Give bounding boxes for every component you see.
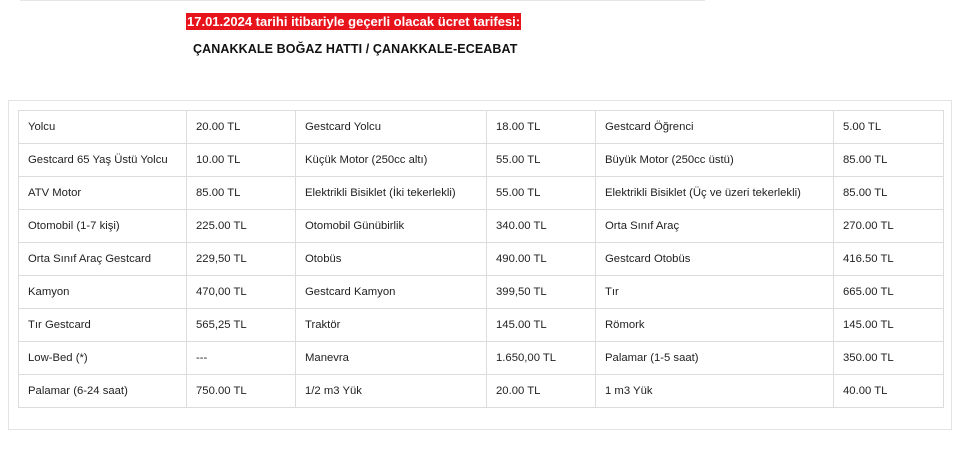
tariff-item-price: 225.00 TL [187,210,296,243]
tariff-item-price: 350.00 TL [834,342,944,375]
tariff-item-label: Low-Bed (*) [19,342,187,375]
tariff-item-price: --- [187,342,296,375]
tariff-item-price: 229,50 TL [187,243,296,276]
table-row [19,342,944,375]
tariff-item-price: 145.00 TL [834,309,944,342]
tariff-item-label: Orta Sınıf Araç [596,210,834,243]
route-title: ÇANAKKALE BOĞAZ HATTI / ÇANAKKALE-ECEABAT [193,42,518,56]
tariff-item-label: Orta Sınıf Araç Gestcard [19,243,187,276]
tariff-item-price: 18.00 TL [487,111,596,144]
tariff-item-price: 270.00 TL [834,210,944,243]
tariff-item-label: Elektrikli Bisiklet (Üç ve üzeri tekerlekli) [596,177,834,210]
tariff-item-label: 1/2 m3 Yük [296,375,487,408]
table-row [19,144,944,177]
tariff-item-label: Elektrikli Bisiklet (İki tekerlekli) [296,177,487,210]
tariff-item-label: Gestcard Kamyon [296,276,487,309]
tariff-item-price: 10.00 TL [187,144,296,177]
tariff-item-price: 565,25 TL [187,309,296,342]
tariff-item-label: Gestcard Öğrenci [596,111,834,144]
tariff-item-price: 490.00 TL [487,243,596,276]
table-row [19,309,944,342]
tariff-item-label: Manevra [296,342,487,375]
tariff-item-label: ATV Motor [19,177,187,210]
table-row [19,111,944,144]
tariff-item-price: 85.00 TL [834,177,944,210]
tariff-item-label: Gestcard Otobüs [596,243,834,276]
tariff-item-label: Römork [596,309,834,342]
tariff-item-label: Kamyon [19,276,187,309]
tariff-item-price: 750.00 TL [187,375,296,408]
tariff-item-price: 5.00 TL [834,111,944,144]
tariff-item-price: 55.00 TL [487,144,596,177]
top-divider [20,0,705,1]
tariff-item-price: 55.00 TL [487,177,596,210]
tariff-item-price: 665.00 TL [834,276,944,309]
table-row [19,375,944,408]
tariff-item-price: 470,00 TL [187,276,296,309]
tariff-item-price: 340.00 TL [487,210,596,243]
tariff-item-price: 1.650,00 TL [487,342,596,375]
tariff-item-label: Otomobil Günübirlik [296,210,487,243]
tariff-item-price: 399,50 TL [487,276,596,309]
tariff-item-label: Yolcu [19,111,187,144]
tariff-notice: 17.01.2024 tarihi itibariyle geçerli olacak ücret tarifesi: [187,14,521,29]
tariff-item-label: Palamar (1-5 saat) [596,342,834,375]
tariff-item-label: 1 m3 Yük [596,375,834,408]
tariff-item-label: Küçük Motor (250cc altı) [296,144,487,177]
table-row [19,177,944,210]
tariff-item-price: 416.50 TL [834,243,944,276]
table-row [19,276,944,309]
tariff-item-label: Gestcard Yolcu [296,111,487,144]
tariff-item-label: Gestcard 65 Yaş Üstü Yolcu [19,144,187,177]
tariff-item-label: Otobüs [296,243,487,276]
tariff-item-label: Palamar (6-24 saat) [19,375,187,408]
tariff-item-price: 85.00 TL [187,177,296,210]
table-row [19,243,944,276]
tariff-item-label: Tır Gestcard [19,309,187,342]
tariff-item-label: Otomobil (1-7 kişi) [19,210,187,243]
tariff-item-label: Traktör [296,309,487,342]
tariff-item-price: 20.00 TL [487,375,596,408]
tariff-table [18,110,944,408]
tariff-item-price: 40.00 TL [834,375,944,408]
tariff-item-price: 85.00 TL [834,144,944,177]
tariff-item-price: 145.00 TL [487,309,596,342]
tariff-item-label: Tır [596,276,834,309]
table-row [19,210,944,243]
tariff-item-label: Büyük Motor (250cc üstü) [596,144,834,177]
tariff-item-price: 20.00 TL [187,111,296,144]
